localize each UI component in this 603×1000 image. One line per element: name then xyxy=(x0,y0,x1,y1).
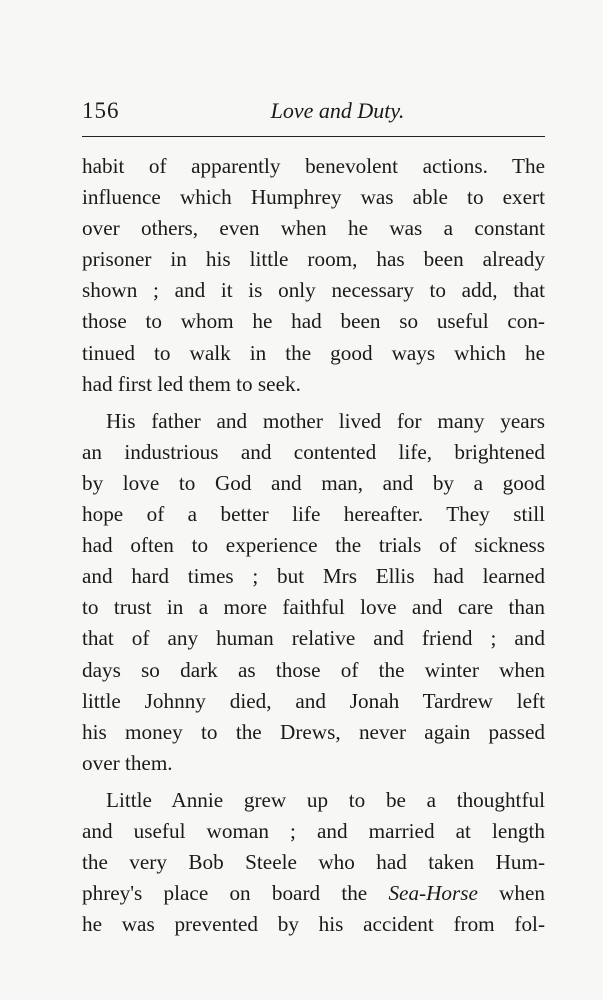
text-line: shown ; and it is only necessary to add, that xyxy=(82,278,545,303)
page-number: 156 xyxy=(82,98,120,123)
text-line: an industrious and contented life, brightened xyxy=(82,439,545,464)
text-line: influence which Humphrey was able to exert xyxy=(82,185,545,210)
text-line: the very Bob Steele who had taken Hum- xyxy=(82,850,545,875)
text-line: days so dark as those of the winter when xyxy=(82,657,545,682)
text-line: His father and mother lived for many years xyxy=(106,408,545,433)
text-line: had first led them to seek. xyxy=(82,371,301,396)
paragraph xyxy=(82,151,545,400)
header-rule xyxy=(82,136,545,137)
text-line: little Johnny died, and Jonah Tardrew left xyxy=(82,688,545,713)
text-line: those to whom he had been so useful con- xyxy=(82,309,545,334)
text-line: prisoner in his little room, has been already xyxy=(82,247,545,272)
text-line: Little Annie grew up to be a thoughtful xyxy=(106,787,545,812)
running-title: Love and Duty. xyxy=(270,98,405,123)
text-line: over them. xyxy=(82,750,173,775)
text-line: and useful woman ; and married at length xyxy=(82,818,545,843)
text-line: tinued to walk in the good ways which he xyxy=(82,340,545,365)
text-line: and hard times ; but Mrs Ellis had learned xyxy=(82,564,545,589)
paragraph xyxy=(82,785,545,940)
text-line: by love to God and man, and by a good xyxy=(82,470,545,495)
text-line: habit of apparently benevolent actions. The xyxy=(82,154,545,178)
text-line: hope of a better life hereafter. They still xyxy=(82,502,545,527)
line-text-tail: when xyxy=(477,881,546,906)
text-line-with-italic xyxy=(82,878,545,909)
text-line: to trust in a more faithful love and care than xyxy=(82,595,545,620)
text-line: that of any human relative and friend ; and xyxy=(82,626,545,651)
line-text: phrey's place on board the xyxy=(82,881,368,906)
text-line: over others, even when he was a constant xyxy=(82,216,545,241)
body-text xyxy=(82,151,545,940)
paragraph xyxy=(82,406,545,779)
page-header xyxy=(82,98,545,132)
ship-name: Sea-Horse xyxy=(388,881,478,906)
text-line: he was prevented by his accident from fol- xyxy=(82,912,545,937)
text-line: had often to experience the trials of sickness xyxy=(82,533,545,558)
text-line: his money to the Drews, never again passed xyxy=(82,719,545,744)
